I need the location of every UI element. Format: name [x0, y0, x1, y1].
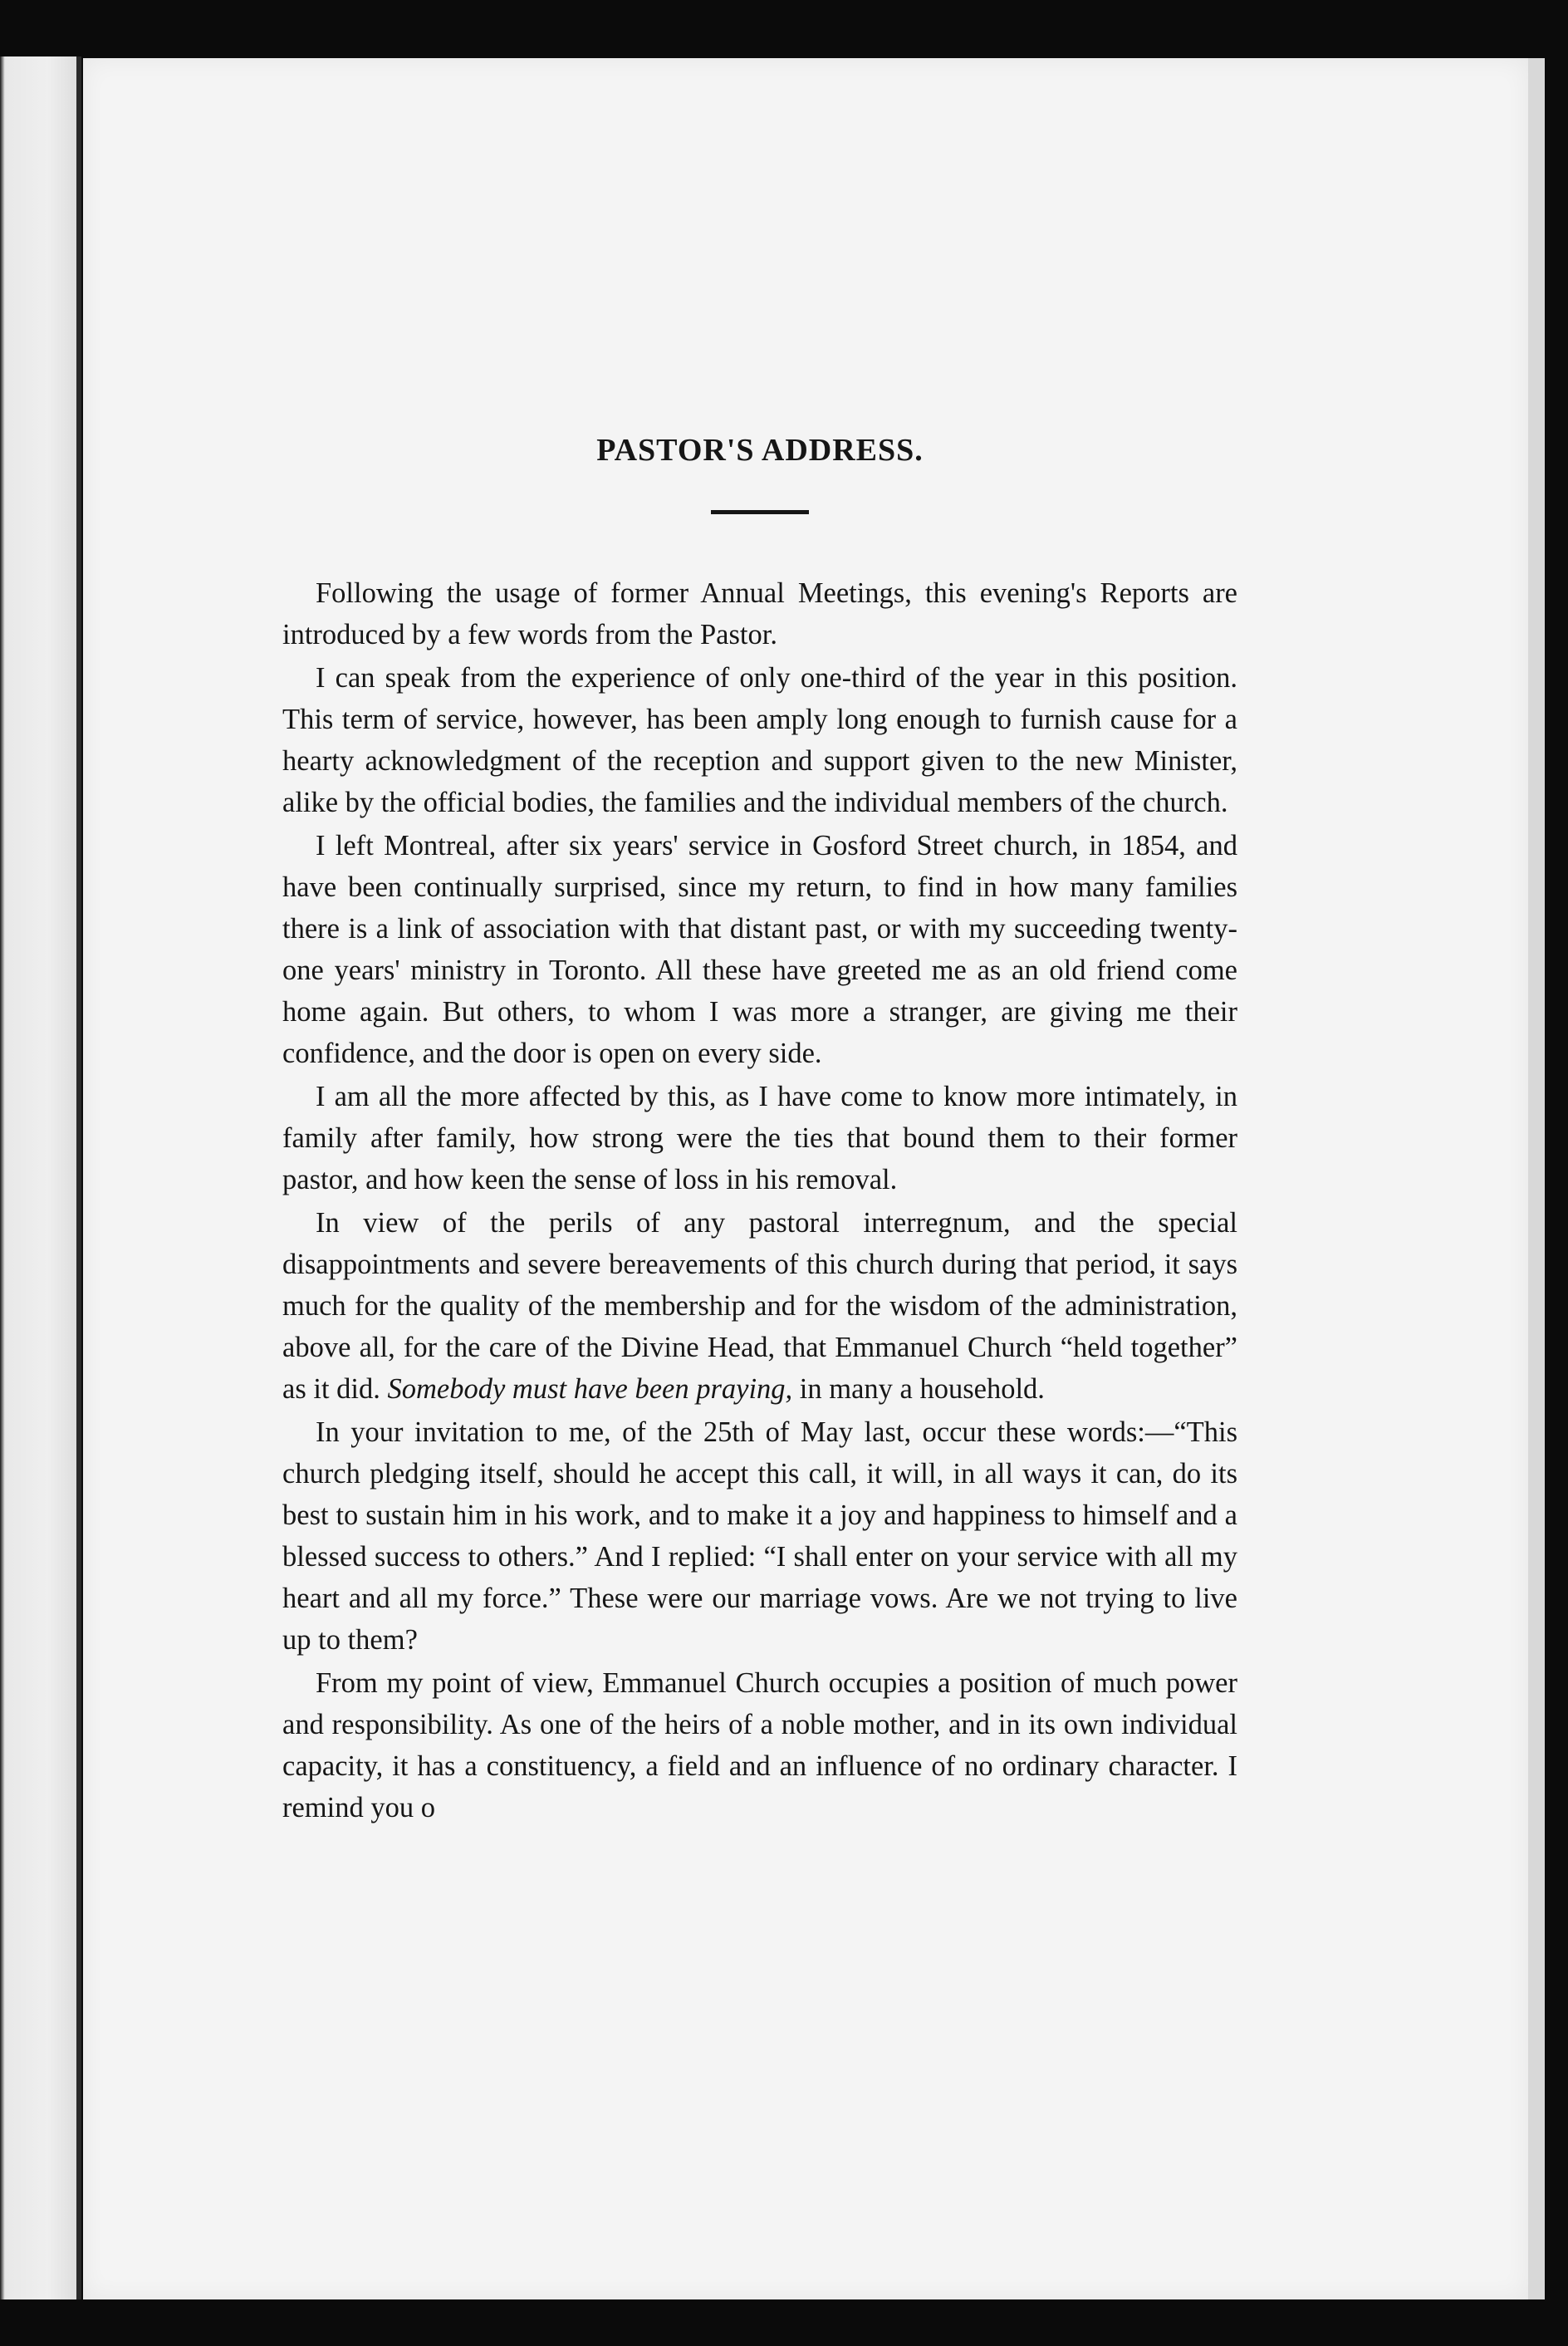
page-right-edge: [1528, 58, 1545, 2299]
paragraph-5-italic: Somebody must have been praying,: [387, 1372, 793, 1405]
gutter-line: [76, 56, 81, 2299]
title-rule: [711, 510, 809, 514]
paragraph-3: I left Montreal, after six years' service in Gosford Street church, in 1854, and have been continually surprised, since my return, to find in how many families there is a link of association with that distant past, or with my succeeding twenty-one years' ministry in Toronto. All these have greeted me as an old friend come home again. But others, to whom I was more a stranger, are giving me their confidence, and the door is open on every side.: [282, 829, 1237, 1069]
paragraph-2: I can speak from the experience of only one-third of the year in this position. This term of service, however, has been amply long enough to furnish cause for a hearty acknowledgment of the reception and support given to the new Minister, alike by the official bodies, the families and the individual members of the church.: [282, 661, 1237, 818]
page-title: PASTOR'S ADDRESS.: [596, 433, 924, 468]
paragraph-7: From my point of view, Emmanuel Church occupies a position of much power and responsibility. As one of the heirs of a noble mother, and in its own individual capacity, it has a constituency, a field and an influence of no ordinary character. I remind you o: [282, 1666, 1237, 1823]
paragraph-1: Following the usage of former Annual Meetings, this evening's Reports are introduced by a few words from the Pastor.: [282, 577, 1237, 650]
paragraph-5-text-after: in many a household.: [792, 1372, 1045, 1405]
page-content: [282, 432, 1237, 1830]
paragraph-5: [282, 1202, 1237, 1410]
paragraph-5-text-before: In view of the perils of any pastoral interregnum, and the special disappointments and severe bereavements of this church during that period, it says much for the quality of the membership and for the wisdom of the administration, above all, for the care of the Divine Head, that Emmanuel Church “held together” as it did.: [282, 1206, 1237, 1405]
left-page-edge: [0, 56, 80, 2299]
paragraph-4: I am all the more affected by this, as I have come to know more intimately, in family after family, how strong were the ties that bound them to their former pastor, and how keen the sense of loss in his removal.: [282, 1080, 1237, 1195]
paragraph-6: In your invitation to me, of the 25th of May last, occur these words:—“This church pledging itself, should he accept this call, it will, in all ways it can, do its best to sustain him in his work, and to make it a joy and happiness to himself and a blessed success to others.” And I replied: “I shall enter on your service with all my heart and all my force.” These were our marriage vows. Are we not trying to live up to them?: [282, 1416, 1237, 1656]
